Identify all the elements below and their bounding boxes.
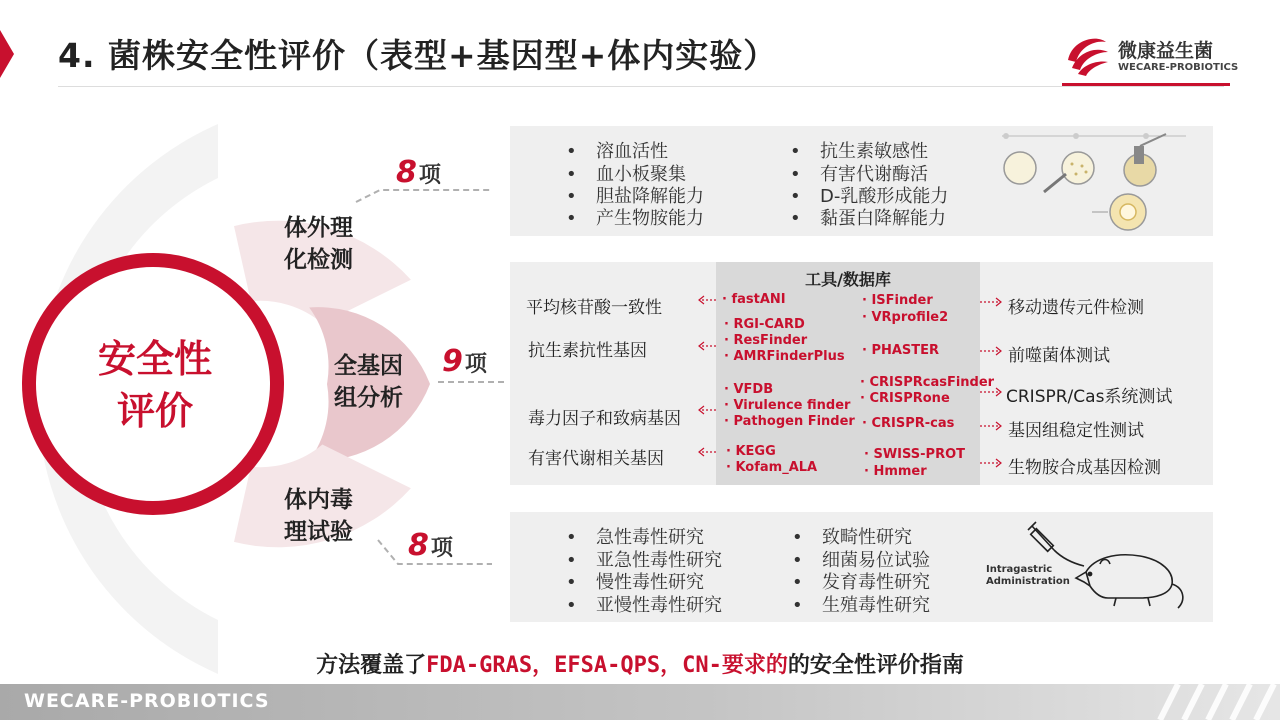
genome-analysis-item: 毒力因子和致病基因	[528, 409, 681, 429]
count-genome: 9项	[442, 344, 487, 379]
list-item: • 慢性毒性研究	[596, 572, 704, 594]
list-item: • 致畸性研究	[822, 527, 912, 549]
tool-name: · ISFinder	[862, 293, 933, 308]
list-item: • 亚急性毒性研究	[596, 550, 722, 572]
center-label-line1: 安全性	[97, 337, 212, 381]
list-item: • 发育毒性研究	[822, 572, 930, 594]
list-item: • 细菌易位试验	[822, 550, 930, 572]
list-item: • 产生物胺能力	[596, 208, 704, 230]
tool-name: · ResFinder	[724, 333, 808, 348]
company-logo	[1062, 30, 1239, 86]
count-invitro: 8项	[396, 155, 441, 190]
connector-top	[356, 190, 492, 202]
tools-header: 工具/数据库	[805, 270, 891, 289]
tool-name: · AMRFinderPlus	[724, 349, 845, 364]
genome-test-item: CRISPR/Cas系统测试	[1006, 387, 1173, 407]
tool-name: · KEGG	[726, 444, 776, 459]
tool-name: · CRISPRcasFinder	[860, 375, 995, 390]
tool-name: · CRISPR-cas	[862, 416, 955, 431]
genome-test-item: 基因组稳定性测试	[1008, 421, 1144, 441]
list-item: • 胆盐降解能力	[596, 186, 704, 208]
list-item: • 急性毒性研究	[596, 527, 704, 549]
list-item: • 生殖毒性研究	[822, 595, 930, 617]
center-label	[70, 333, 240, 437]
segment-invitro-label: 体外理 化检测	[284, 215, 353, 273]
logo-mark-icon	[1062, 30, 1112, 76]
logo-chinese-text: 微康益生菌	[1118, 40, 1214, 62]
tool-name: · SWISS-PROT	[864, 447, 965, 462]
tool-name: · fastANI	[722, 292, 786, 307]
footer-stripes-icon	[1150, 684, 1280, 720]
tool-name: · PHASTER	[862, 343, 940, 358]
footer-brand-text: WECARE-PROBIOTICS	[24, 690, 270, 712]
logo-underline	[1062, 83, 1230, 86]
genome-analysis-item: 抗生素抗性基因	[528, 341, 647, 361]
list-item: • 抗生素敏感性	[820, 141, 928, 163]
segment-invivo-label: 体内毒 理试验	[284, 487, 353, 545]
logo-english-text: WECARE-PROBIOTICS	[1118, 62, 1239, 73]
genome-analysis-item: 有害代谢相关基因	[528, 449, 664, 469]
dotted-arrows-right	[978, 262, 1004, 485]
list-item: • 有害代谢酶活	[820, 164, 928, 186]
genome-test-item: 移动遗传元件检测	[1008, 298, 1144, 318]
tool-name: · Hmmer	[864, 464, 927, 479]
dotted-arrows-left	[696, 262, 720, 485]
genome-test-item: 生物胺合成基因检测	[1008, 458, 1161, 478]
tool-name: · Pathogen Finder	[724, 414, 855, 429]
tool-name: · VRprofile2	[862, 310, 949, 325]
tool-name: · Kofam_ALA	[726, 460, 818, 475]
list-item: • 血小板聚集	[596, 164, 686, 186]
count-invivo: 8项	[408, 528, 453, 563]
rat-gavage-illustration	[1024, 520, 1192, 612]
list-item: • 溶血活性	[596, 141, 668, 163]
tool-name: · Virulence finder	[724, 398, 851, 413]
tool-name: · RGI-CARD	[724, 317, 805, 332]
summary-highlight: FDA-GRAS，EFSA-QPS，CN-要求的	[426, 653, 788, 678]
rat-caption: Intragastric Administration	[986, 564, 1070, 587]
petri-dish-illustration	[996, 130, 1192, 234]
page-title: 4. 菌株安全性评价（表型+基因型+体内实验）	[58, 36, 778, 75]
genome-analysis-item: 平均核苷酸一致性	[526, 298, 662, 318]
genome-test-item: 前噬菌体测试	[1008, 346, 1110, 366]
summary-text: 方法覆盖了FDA-GRAS，EFSA-QPS，CN-要求的的安全性评价指南	[316, 653, 964, 678]
list-item: • 黏蛋白降解能力	[820, 208, 946, 230]
list-item: • D-乳酸形成能力	[820, 186, 948, 208]
tool-name: · CRISPRone	[860, 391, 950, 406]
center-label-line2: 评价	[116, 389, 193, 433]
tool-name: · VFDB	[724, 382, 774, 397]
list-item: • 亚慢性毒性研究	[596, 595, 722, 617]
segment-genome-label: 全基因 组分析	[334, 353, 403, 411]
